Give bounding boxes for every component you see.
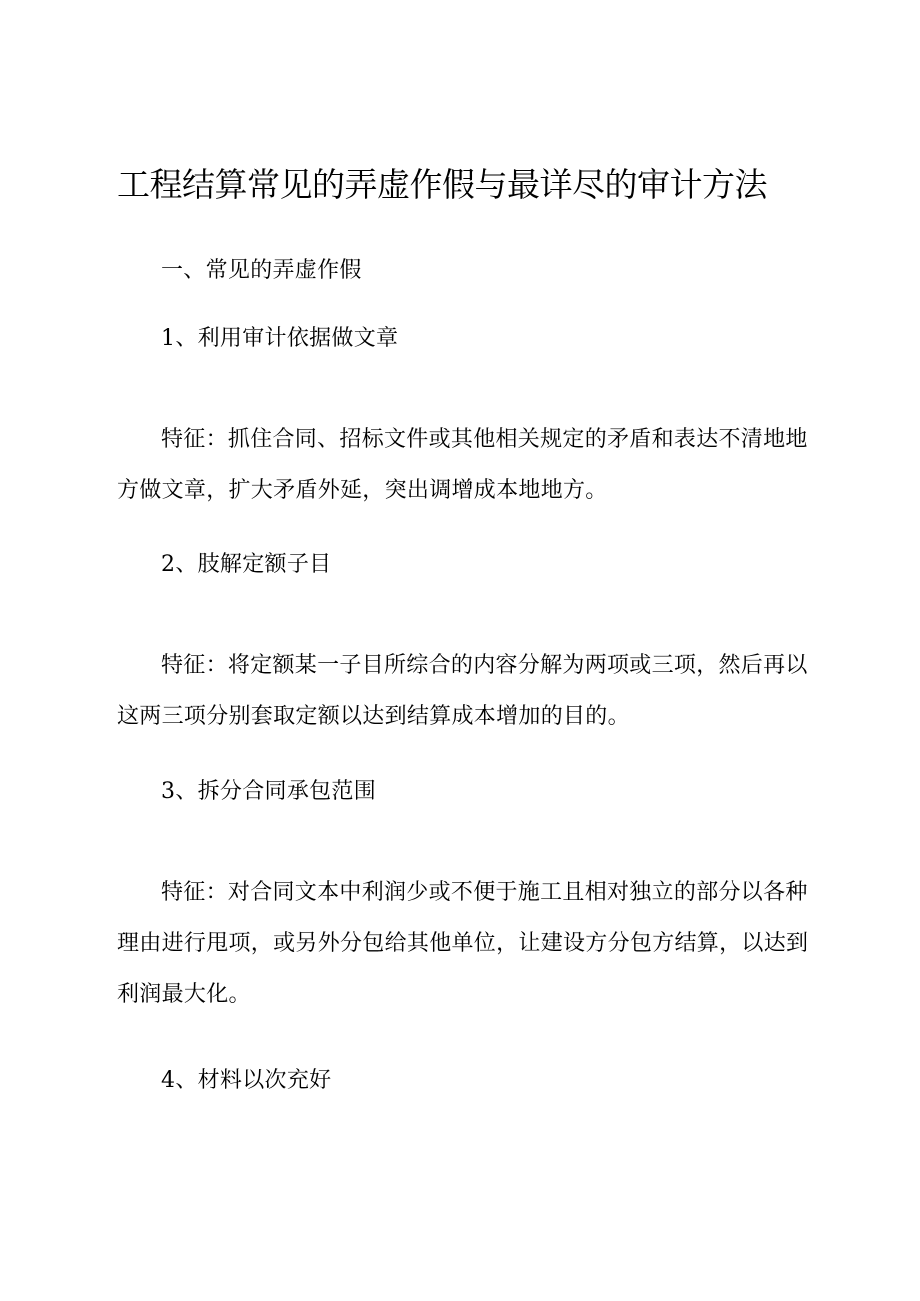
item-1-heading <box>117 313 817 364</box>
item-3-title: 、拆分合同承包范围 <box>175 779 377 804</box>
item-1-number: 1 <box>161 326 176 351</box>
item-1-title: 、利用审计依据做文章 <box>175 326 399 351</box>
document-title: 工程结算常见的弄虚作假与最详尽的审计方法 <box>117 165 767 204</box>
item-4-number: 4 <box>161 1068 176 1093</box>
section-heading: 一、常见的弄虚作假 <box>161 258 362 283</box>
item-3-heading <box>117 766 817 817</box>
item-3-number: 3 <box>161 779 176 804</box>
item-3-feature: 特征：对合同文本中利润少或不便于施工且相对独立的部分以各种理由进行甩项，或另外分包给其他单位，让建设方分包方结算，以达到利润最大化。 <box>117 880 809 1007</box>
item-1-feature: 特征：抓住合同、招标文件或其他相关规定的矛盾和表达不清地地方做文章，扩大矛盾外延，突出调增成本地地方。 <box>117 427 808 503</box>
item-2-number: 2 <box>161 552 176 577</box>
item-2-title: 、肢解定额子目 <box>175 552 332 577</box>
item-4-title: 、材料以次充好 <box>175 1068 332 1093</box>
item-4-heading <box>117 1055 817 1106</box>
item-2-feature: 特征：将定额某一子目所综合的内容分解为两项或三项，然后再以这两三项分别套取定额以达到结算成本增加的目的。 <box>117 653 808 729</box>
item-2-heading <box>117 539 817 590</box>
